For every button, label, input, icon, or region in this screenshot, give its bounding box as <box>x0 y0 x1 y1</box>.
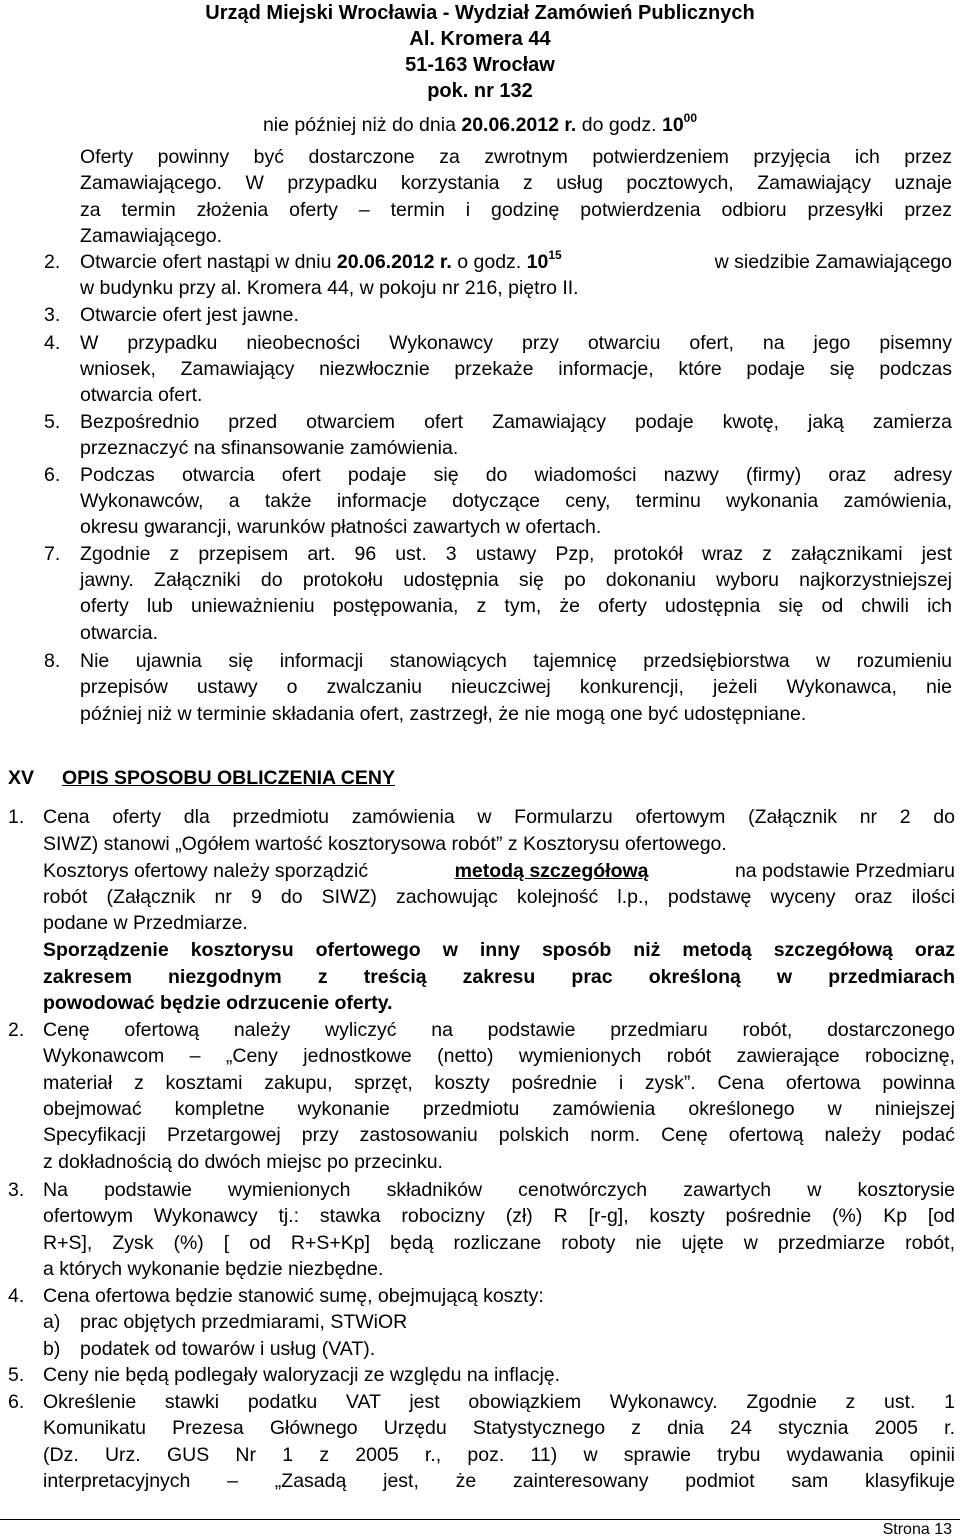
xv-item-2-line-4: obejmować kompletne wykonanie przedmiotu zamówienia określonego w niniejszej <box>43 1098 955 1120</box>
section-title: OPIS SPOSOBU OBLICZENIA CENY <box>62 767 395 789</box>
deadline-date: 20.06.2012 r. <box>461 114 577 136</box>
item-6-line-1: Podczas otwarcia ofert podaje się do wiadomości nazwy (firmy) oraz adresy <box>80 464 952 486</box>
item-number: 3. <box>8 1179 25 1201</box>
header-deadline <box>0 112 960 138</box>
footer-divider <box>0 1519 960 1520</box>
deadline-prefix: nie później niż do dnia <box>262 114 456 136</box>
item-3-line-1: Otwarcie ofert jest jawne. <box>80 304 299 326</box>
item-number: 2. <box>8 1019 25 1041</box>
xv-item-1-line-5: podane w Przedmiarze. <box>43 912 248 934</box>
item-number: 6. <box>44 464 61 486</box>
item-2-line-1: Otwarcie ofert nastąpi w dniu 20.06.2012 r. o godz. $10^{15}$ w siedzibie Zamawiającego <box>80 248 952 273</box>
item-4-line-3: otwarcia ofert. <box>80 384 203 406</box>
item-number: 1. <box>8 806 25 828</box>
xv-item-2-line-5: Specyfikacji Przetargowej przy zastosowaniu polskich norm. Cenę ofertową należy podać <box>43 1124 955 1146</box>
xv-item-1-bold-2: zakresem niezgodnym z treścią zakresu prac określoną w przedmiarach <box>43 966 955 988</box>
item-7-line-1: Zgodnie z przepisem art. 96 ust. 3 ustawy Pzp, protokół wraz z załącznikami jest <box>80 543 952 565</box>
item-number: 4. <box>8 1285 25 1307</box>
xv-item-3-line-3: R+S], Zysk (%) [ od R+S+Kp] będą rozliczane roboty nie ujęte w przedmiarze robót, <box>43 1232 955 1254</box>
item-number: 5. <box>8 1364 25 1386</box>
item-8-line-2: przepisów ustawy o zwalczaniu nieuczciwej konkurencji, jeżeli Wykonawca, nie <box>80 676 952 698</box>
method-emphasis: metodą szczegółową <box>454 860 649 882</box>
xv-item-6-line-4: interpretacyjnych – „Zasadą jest, że zainteresowany podmiot sam klasyfikuje <box>43 1470 955 1492</box>
header-city: 51-163 Wrocław <box>405 54 555 76</box>
xv-item-2-line-2: Wykonawcom – „Ceny jednostkowe (netto) wymienionych robót zawierające robociznę, <box>43 1045 955 1067</box>
xv-item-4-sub-a: prac objętych przedmiarami, STWiOR <box>80 1311 408 1333</box>
xv-item-2-line-3: materiał z kosztami zakupu, sprzęt, koszty pośrednie i zysk”. Cena ofertowa powinna <box>43 1072 955 1094</box>
xv-item-4-line-1: Cena ofertowa będzie stanowić sumę, obejmującą koszty: <box>43 1285 544 1307</box>
item-5-line-2: przeznaczyć na sfinansowanie zamówienia. <box>80 437 459 459</box>
item-6-line-3: okresu gwarancji, warunków płatności zawartych w ofertach. <box>80 516 602 538</box>
item-7-line-2: jawny. Załączniki do protokołu udostępnia się po dokonaniu wyboru najkorzystniejszej <box>80 569 952 591</box>
deadline-time: $10^{00}$ <box>661 111 698 136</box>
xv-item-3-line-1: Na podstawie wymienionych składników cenotwórczych zawartych w kosztorysie <box>43 1179 955 1201</box>
item-number: 4. <box>44 332 61 354</box>
section-number: XV <box>8 767 35 789</box>
item-7-line-3: oferty lub unieważnieniu postępowania, z tym, że oferty udostępnia się od chwili ich <box>80 595 952 617</box>
intro-line-4: Zamawiającego. <box>80 225 222 247</box>
item-7-line-4: otwarcia. <box>80 622 159 644</box>
item-number: 8. <box>44 650 61 672</box>
xv-item-1-line-1: Cena oferty dla przedmiotu zamówienia w Formularzu ofertowym (Załącznik nr 2 do <box>43 806 955 828</box>
xv-item-1-line-2: SIWZ) stanowi „Ogółem wartość kosztorysowa robót” z Kosztorysu ofertowego. <box>43 833 727 855</box>
xv-item-2-line-1: Cenę ofertową należy wyliczyć na podstawie przedmiaru robót, dostarczonego <box>43 1019 955 1041</box>
sub-item-label: a) <box>43 1311 61 1333</box>
xv-item-1-line-3: Kosztorys ofertowy należy sporządzić metodą szczegółową na podstawie Przedmiaru <box>43 860 955 882</box>
item-number: 7. <box>44 543 61 565</box>
xv-item-2-line-6: z dokładnością do dwóch miejsc po przecinku. <box>43 1151 443 1173</box>
sub-item-label: b) <box>43 1338 61 1360</box>
xv-item-5-line-1: Ceny nie będą podlegały waloryzacji ze względu na inflację. <box>43 1364 561 1386</box>
xv-item-1-line-4: robót (Załącznik nr 9 do SIWZ) zachowując kolejność l.p., podstawę wyceny oraz ilości <box>43 886 955 908</box>
page-number: Strona 13 <box>882 1521 952 1538</box>
item-number: 3. <box>44 304 61 326</box>
item-6-line-2: Wykonawców, a także informacje dotyczące ceny, terminu wykonania zamówienia, <box>80 490 952 512</box>
item-8-line-1: Nie ujawnia się informacji stanowiących tajemnicę przedsiębiorstwa w rozumieniu <box>80 650 952 672</box>
item-4-line-2: wniosek, Zamawiający niezwłocznie przekaże informacje, które podaje się podczas <box>80 358 952 380</box>
intro-line-3: za termin złożenia oferty – termin i godzinę potwierdzenia odbioru przesyłki przez <box>80 199 952 221</box>
xv-item-6-line-1: Określenie stawki podatku VAT jest obowiązkiem Wykonawcy. Zgodnie z ust. 1 <box>43 1391 955 1413</box>
item-number: 2. <box>44 251 61 273</box>
deadline-mid: do godz. <box>581 114 657 136</box>
intro-line-2: Zamawiającego. W przypadku korzystania z usług pocztowych, Zamawiający uznaje <box>80 172 952 194</box>
item-number: 5. <box>44 411 61 433</box>
xv-item-1-bold-1: Sporządzenie kosztorysu ofertowego w inny sposób niż metodą szczegółową oraz <box>43 939 955 961</box>
header-room: pok. nr 132 <box>427 80 533 102</box>
xv-item-6-line-2: Komunikatu Prezesa Głównego Urzędu Statystycznego z dnia 24 stycznia 2005 r. <box>43 1417 955 1439</box>
xv-item-3-line-4: a których wykonanie będzie niezbędne. <box>43 1258 384 1280</box>
header-street: Al. Kromera 44 <box>409 28 551 50</box>
intro-line-1: Oferty powinny być dostarczone za zwrotnym potwierdzeniem przyjęcia ich przez <box>80 146 952 168</box>
header-office: Urząd Miejski Wrocławia - Wydział Zamówień Publicznych <box>205 2 755 24</box>
xv-item-6-line-3: (Dz. Urz. GUS Nr 1 z 2005 r., poz. 11) w sprawie trybu wydawania opinii <box>43 1444 955 1466</box>
item-2-line-2: w budynku przy al. Kromera 44, w pokoju nr 216, piętro II. <box>80 277 579 299</box>
item-number: 6. <box>8 1391 25 1413</box>
xv-item-1-bold-3: powodować będzie odrzucenie oferty. <box>43 992 393 1014</box>
item-5-line-1: Bezpośrednio przed otwarciem ofert Zamawiający podaje kwotę, jaką zamierza <box>80 411 952 433</box>
xv-item-4-sub-b: podatek od towarów i usług (VAT). <box>80 1338 376 1360</box>
item-8-line-3: później niż w terminie składania ofert, zastrzegł, że nie mogą one być udostępniane. <box>80 703 807 725</box>
xv-item-3-line-2: ofertowym Wykonawcy tj.: stawka robocizny (zł) R [r-g], koszty pośrednie (%) Kp [od <box>43 1205 955 1227</box>
item-4-line-1: W przypadku nieobecności Wykonawcy przy otwarciu ofert, na jego pisemny <box>80 332 952 354</box>
